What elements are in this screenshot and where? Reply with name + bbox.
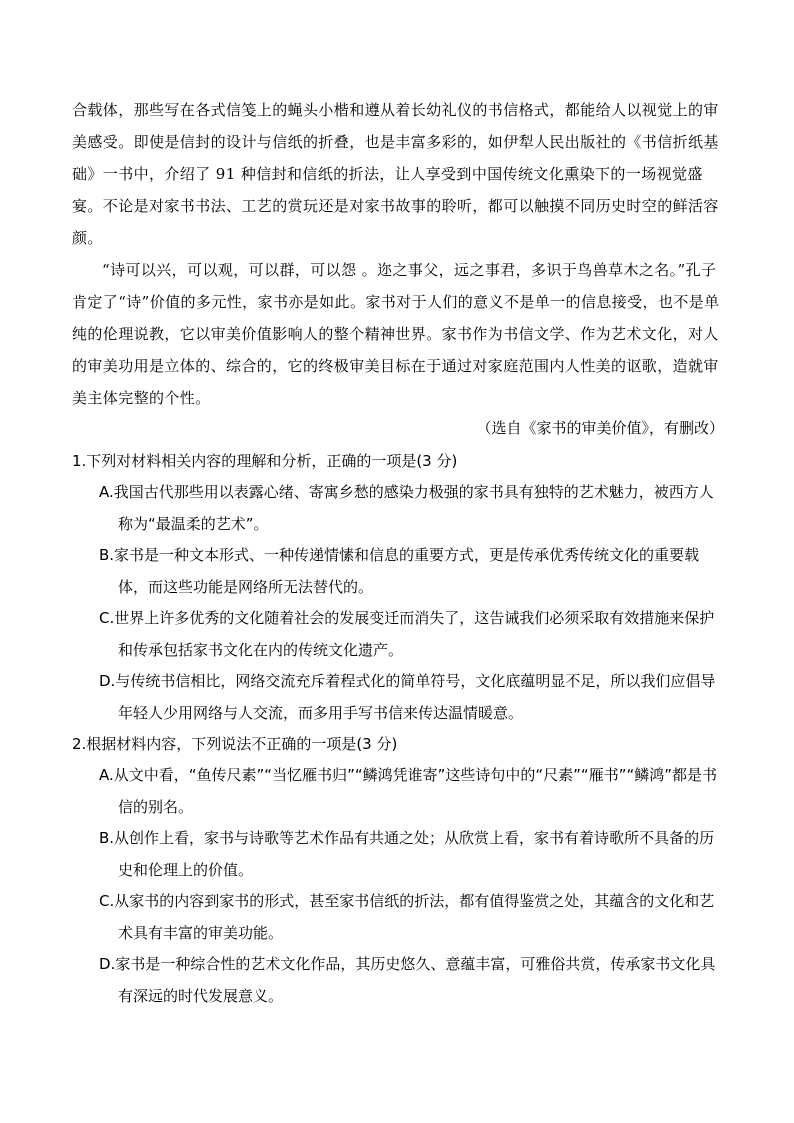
reading-passage (72, 94, 724, 414)
question-stem: 1.下列对材料相关内容的理解和分析，正确的一项是(3 分) (72, 452, 458, 470)
passage-paragraph: 合载体，那些写在各式信笺上的蝇头小楷和遵从着长幼礼仪的书信格式，都能给人以视觉上的审美感受。即使是信封的设计与信纸的折叠，也是丰富多彩的，如伊犁人民出版社的《书信折纸基础》一书中，介绍了 91 种信封和信纸的折法，让人享受到中国传统文化熏染下的一场视觉盛宴。不论是对家书书法、工艺的赏玩还是对家书故事的聆听，都可以触摸不同历史时空的鲜活容颜。 (72, 101, 719, 247)
question-stem: 2.根据材料内容，下列说法不正确的一项是(3 分) (72, 735, 398, 753)
passage-paragraph: “诗可以兴，可以观，可以群，可以怨 。迩之事父，远之事君，多识于鸟兽草木之名。”孔子肯定了“诗”价值的多元性，家书亦是如此。家书对于人们的意义不是单一的信息接受，也不是单纯的伦理说教，它以审美价值影响人的整个精神世界。家书作为书信文学、作为艺术文化，对人的审美功用是立体的、综合的，它的终极审美目标在于通过对家庭范围内人性美的讴歌，造就审美主体完整的个性。 (72, 261, 720, 407)
question (72, 446, 724, 729)
question-list (72, 446, 724, 1012)
question-option-a: A.从文中看，“鱼传尺素”“当忆雁书归”“鳞鸿凭谁寄”这些诗句中的“尺素”“雁书”“鳞鸿”都是书信的别名。 (99, 766, 718, 816)
question-option-a: A.我国古代那些用以表露心绪、寄寓乡愁的感染力极强的家书具有独特的艺术魅力，被西方人称为“最温柔的艺术”。 (99, 483, 714, 533)
passage-source: （选自《家书的审美价值》，有删改） (476, 419, 724, 437)
question-option-d: D.与传统书信相比，网络交流充斥着程式化的简单符号，文化底蕴明显不足，所以我们应倡导年轻人少用网络与人交流，而多用手写书信来传达温情暖意。 (99, 672, 716, 722)
question-option-c: C.从家书的内容到家书的形式，甚至家书信纸的折法，都有值得鉴赏之处，其蕴含的文化和艺术具有丰富的审美功能。 (99, 892, 715, 942)
question-option-d: D.家书是一种综合性的艺术文化作品，其历史悠久、意蕴丰富，可雅俗共赏，传承家书文化具有深远的时代发展意义。 (99, 955, 716, 1005)
question-option-b: B.从创作上看，家书与诗歌等艺术作品有共通之处；从欣赏上看，家书有着诗歌所不具备的历史和伦理上的价值。 (99, 829, 715, 879)
question-option-c: C.世界上许多优秀的文化随着社会的发展变迁而消失了，这告诫我们必须采取有效措施来保护和传承包括家书文化在内的传统文化遗产。 (99, 609, 715, 659)
question-option-b: B.家书是一种文本形式、一种传递情愫和信息的重要方式，更是传承优秀传统文化的重要载体，而这些功能是网络所无法替代的。 (99, 546, 700, 596)
question (72, 729, 724, 1012)
